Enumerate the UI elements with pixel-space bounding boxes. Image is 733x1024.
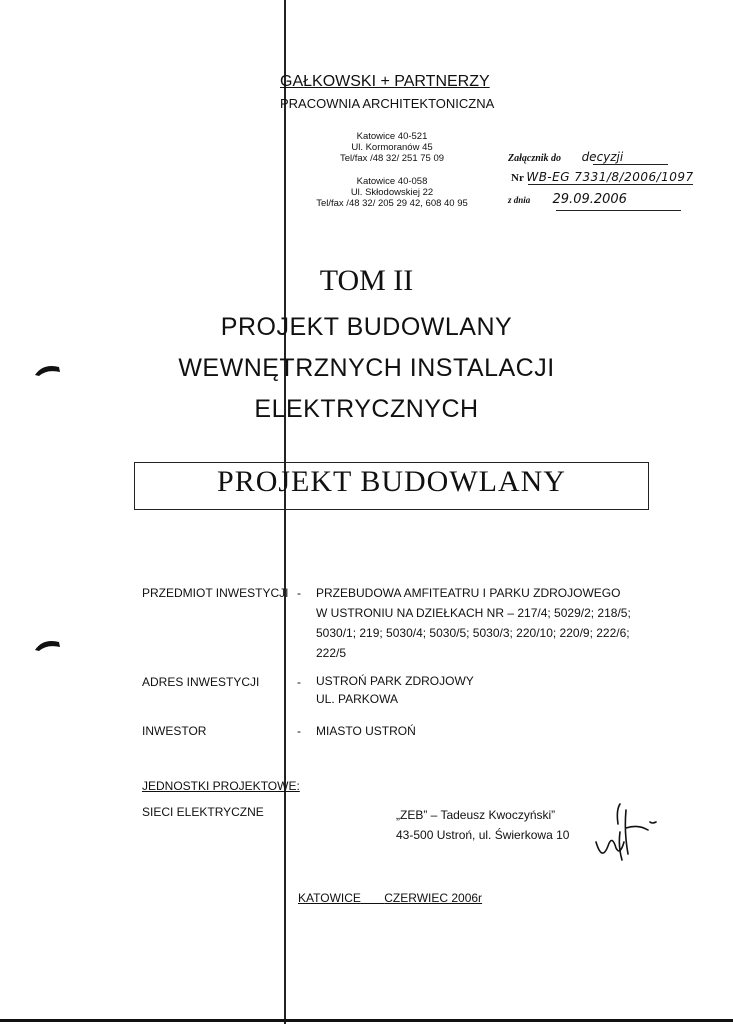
field-label-investor: INWESTOR xyxy=(142,724,207,738)
office-address-1 xyxy=(272,131,512,164)
volume-title: TOM II xyxy=(319,264,414,297)
address-line: Katowice 40-521 xyxy=(356,131,428,142)
footer-date: CZERWIEC 2006r xyxy=(384,891,483,905)
field-dash: - xyxy=(297,724,301,738)
field-value-line: PRZEBUDOWA AMFITEATRU I PARKU ZDROJOWEGO xyxy=(316,586,621,600)
stamp-label: z dnia xyxy=(508,195,531,205)
field-value-subject xyxy=(316,583,661,663)
field-value-line: MIASTO USTROŃ xyxy=(316,724,416,738)
stamp-label: Nr xyxy=(511,172,524,184)
address-line: Katowice 40-058 xyxy=(356,176,428,187)
punch-mark-icon xyxy=(33,636,63,652)
stamp-handwriting: WB-EG 7331/8/2006/1097 xyxy=(526,170,694,184)
field-value-line: W USTRONIU NA DZIEŁKACH NR – 217/4; 5029/2; 218/5; xyxy=(316,606,631,620)
address-line: Ul. Kormoranów 45 xyxy=(351,142,433,153)
field-value-line: 5030/1; 219; 5030/4; 5030/5; 5030/3; 220/10; 220/9; 222/6; xyxy=(316,626,630,640)
address-line: Tel/fax /48 32/ 251 75 09 xyxy=(339,153,445,164)
contractor-name: „ZEB” – Tadeusz Kwoczyński” xyxy=(396,808,556,822)
field-value-line: 222/5 xyxy=(316,646,347,660)
field-dash: - xyxy=(297,586,301,600)
address-line: Ul. Skłodowskiej 22 xyxy=(350,187,434,198)
field-value-line: UL. PARKOWA xyxy=(316,692,399,706)
place-date xyxy=(298,891,482,905)
design-units-heading: JEDNOSTKI PROJEKTOWE: xyxy=(142,779,300,793)
project-title-line: ELEKTRYCZNYCH xyxy=(254,395,479,423)
stamp-handwriting: 29.09.2006 xyxy=(552,192,627,207)
stamp-row-date xyxy=(508,192,627,207)
company-name: GAŁKOWSKI + PARTNERZY xyxy=(280,73,490,90)
field-value-investor xyxy=(316,721,661,741)
field-value-line: USTROŃ PARK ZDROJOWY xyxy=(316,674,474,688)
approval-stamp xyxy=(508,150,733,220)
address-line: Tel/fax /48 32/ 205 29 42, 608 40 95 xyxy=(316,198,468,209)
stamp-label: Załącznik do xyxy=(508,153,562,164)
field-value-address xyxy=(316,672,661,708)
field-label-subject: PRZEDMIOT INWESTYCJI xyxy=(142,586,289,600)
studio-name: PRACOWNIA ARCHITEKTONICZNA xyxy=(280,96,495,111)
project-title-line: WEWNĘTRZNYCH INSTALACJI xyxy=(178,354,555,382)
project-title-line: PROJEKT BUDOWLANY xyxy=(220,313,513,341)
stamp-row-number xyxy=(511,170,694,184)
stamp-handwriting: decyzji xyxy=(581,150,624,164)
office-address-2 xyxy=(272,176,512,209)
signature-icon xyxy=(588,802,664,864)
footer-place: KATOWICE xyxy=(298,891,361,905)
field-label-address: ADRES INWESTYCJI xyxy=(142,675,260,689)
project-stage-title: PROJEKT BUDOWLANY xyxy=(217,465,566,498)
design-discipline: SIECI ELEKTRYCZNE xyxy=(142,805,264,819)
scan-bottom-edge xyxy=(0,1019,733,1022)
stamp-row-attachment xyxy=(508,150,623,164)
contractor-address: 43-500 Ustroń, ul. Świerkowa 10 xyxy=(396,828,570,842)
field-dash: - xyxy=(297,675,301,689)
contractor xyxy=(396,805,596,845)
